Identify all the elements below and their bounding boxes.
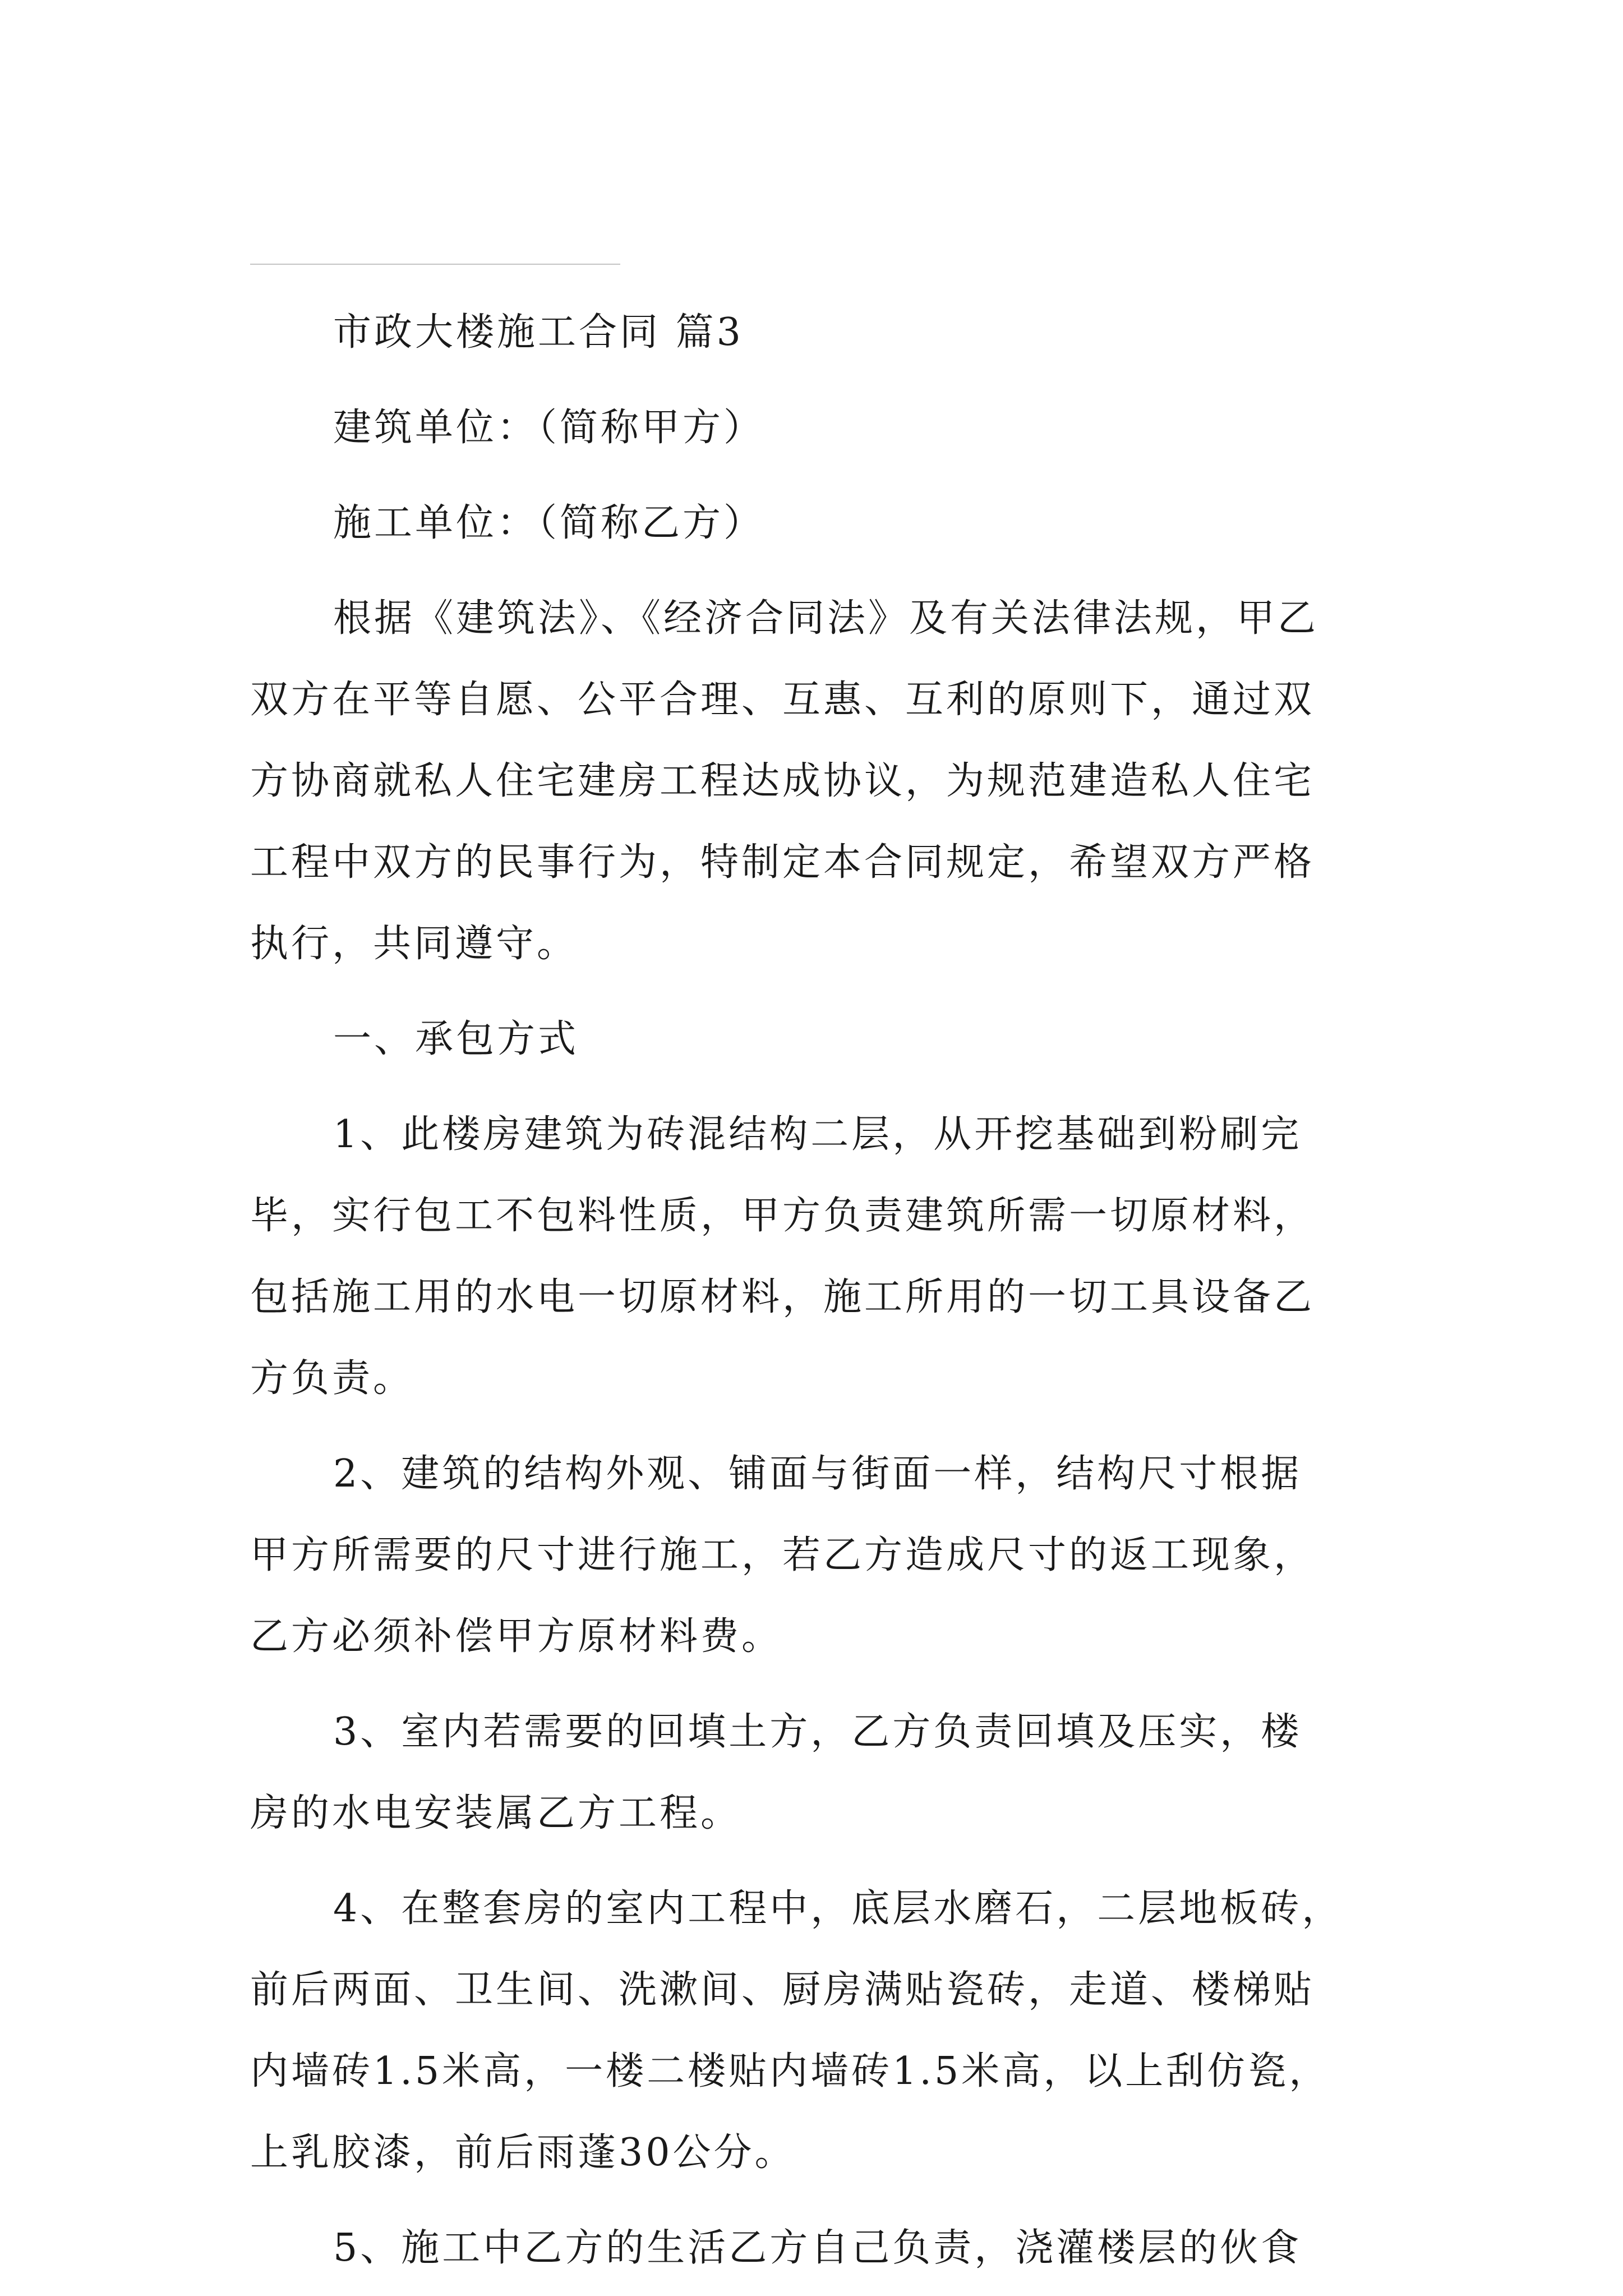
party-a-line: 建筑单位：（简称甲方）	[333, 406, 765, 450]
paragraph-line: 毕，实行包工不包料性质，甲方负责建筑所需一切原材料，	[250, 1194, 1315, 1238]
paragraph-line: 执行，共同遵守。	[250, 922, 578, 966]
paragraph-line: 4、在整套房的室内工程中，底层水磨石，二层地板砖，	[333, 1887, 1343, 1931]
paragraph-line: 包括施工用的水电一切原材料，施工所用的一切工具设备乙	[250, 1275, 1315, 1319]
paragraph-line: 房的水电安装属乙方工程。	[250, 1791, 742, 1835]
paragraph-line: 2、建筑的结构外观、铺面与街面一样，结构尺寸根据	[333, 1452, 1302, 1496]
clause-2	[250, 1433, 1389, 1677]
paragraph-line: 工程中双方的民事行为，特制定本合同规定，希望双方严格	[250, 840, 1315, 885]
paragraph-line: 1、此楼房建筑为砖混结构二层，从开挖基础到粉刷完	[333, 1112, 1302, 1157]
preamble-paragraph	[250, 578, 1389, 984]
party-b-line: 施工单位：（简称乙方）	[333, 501, 765, 545]
paragraph-line: 方负责。	[250, 1356, 414, 1401]
clause-4	[250, 1868, 1389, 2193]
paragraph-line: 前后两面、卫生间、洗漱间、厨房满贴瓷砖，走道、楼梯贴	[250, 1968, 1315, 2012]
paragraph-line: 乙方必须补偿甲方原材料费。	[250, 1614, 783, 1659]
paragraph-line: 双方在平等自愿、公平合理、互惠、互利的原则下，通过双	[250, 678, 1315, 722]
paragraph-line: 方协商就私人住宅建房工程达成协议，为规范建造私人住宅	[250, 759, 1315, 803]
clause-3	[250, 1691, 1389, 1854]
document-body	[250, 292, 1389, 2289]
paragraph-line: 5、施工中乙方的生活乙方自己负责，浇灌楼层的伙食	[333, 2226, 1302, 2270]
header-rule	[250, 264, 620, 265]
clause-1	[250, 1094, 1389, 1419]
clause-5	[250, 2207, 1389, 2289]
paragraph-line: 根据《建筑法》、《经济合同法》及有关法律法规，甲乙	[333, 596, 1319, 641]
paragraph-line: 3、室内若需要的回填土方，乙方负责回填及压实，楼	[333, 1710, 1302, 1754]
paragraph-line: 甲方所需要的尺寸进行施工，若乙方造成尺寸的返工现象，	[250, 1533, 1315, 1577]
section-heading: 一、承包方式	[333, 1017, 579, 1061]
paragraph-line: 内墙砖1.5米高，一楼二楼贴内墙砖1.5米高，以上刮仿瓷，	[250, 2049, 1330, 2093]
document-title: 市政大楼施工合同 篇3	[333, 310, 744, 355]
paragraph-line: 上乳胶漆，前后雨蓬30公分。	[250, 2131, 796, 2175]
